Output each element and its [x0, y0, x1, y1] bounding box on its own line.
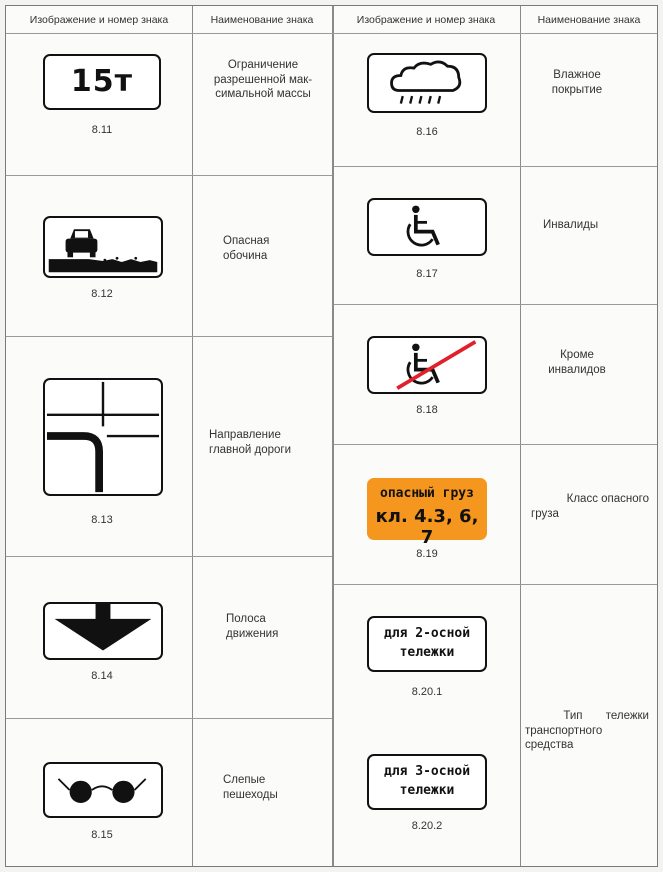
sign-8-16	[367, 53, 487, 113]
sign-number: 8.19	[416, 548, 438, 560]
sign-8-12	[43, 216, 163, 278]
sign-name-8-14	[226, 612, 326, 641]
sign-8-19	[367, 478, 487, 548]
row-divider	[6, 718, 332, 719]
header-right-image: Изображение и номер знака	[356, 13, 496, 26]
name-line: разрешенной мак-	[213, 73, 313, 86]
name-line: Влажное	[553, 69, 601, 81]
header-left-image: Изображение и номер знака	[29, 13, 169, 26]
sign-8-20-2-line2: тележки	[399, 783, 455, 798]
sign-number: 8.12	[91, 288, 113, 300]
name-line: Полоса	[226, 613, 266, 625]
name-line: Инвалиды	[543, 219, 599, 231]
main-road-direction-icon	[45, 380, 161, 494]
signs-table	[5, 5, 658, 867]
column-divider	[192, 6, 193, 866]
sign-number: 8.13	[91, 514, 113, 526]
sign-8-11-text: 15т	[70, 64, 134, 99]
row-divider	[334, 166, 657, 167]
name-line: движения	[226, 627, 279, 640]
header-right-name: Наименование знака	[537, 13, 641, 26]
name-line: Тип тележки	[563, 710, 649, 722]
sign-8-20-2-line1: для 3-осной	[383, 764, 471, 779]
name-line: Класс опасного	[566, 493, 649, 505]
rain-cloud-icon	[369, 55, 485, 111]
name-line: обочина	[223, 249, 268, 262]
sign-8-18	[367, 336, 487, 394]
sign-name-8-18	[527, 348, 627, 377]
name-line: главной дороги	[209, 443, 292, 456]
sign-name-8-20	[525, 709, 649, 753]
row-divider	[334, 444, 657, 445]
row-divider	[6, 175, 332, 176]
sign-8-15	[43, 762, 163, 818]
name-line: транспортного средства	[525, 724, 603, 751]
sign-number: 8.15	[91, 829, 113, 841]
sign-name-8-17	[543, 218, 643, 233]
sign-name-8-19	[531, 492, 649, 521]
dangerous-shoulder-icon	[45, 218, 161, 276]
sign-name-8-13	[209, 428, 319, 457]
column-divider	[332, 6, 334, 866]
row-divider	[334, 584, 657, 585]
sign-8-20-1-line2: тележки	[399, 645, 455, 660]
glasses-icon	[45, 764, 161, 816]
row-divider	[6, 556, 332, 557]
sign-8-13	[43, 378, 163, 496]
name-line: Ограничение	[227, 59, 299, 71]
name-line: покрытие	[551, 83, 603, 96]
sign-8-19-line1: опасный груз	[380, 486, 474, 501]
column-divider	[520, 6, 521, 866]
name-line: пешеходы	[223, 788, 278, 801]
name-line: симальной массы	[215, 88, 311, 100]
wheelchair-icon	[369, 200, 485, 254]
sign-name-8-16	[527, 68, 627, 97]
sign-name-8-12	[223, 234, 323, 263]
name-line: Опасная	[223, 235, 270, 247]
except-disabled-icon	[369, 338, 485, 392]
sign-number: 8.18	[416, 404, 438, 416]
sign-8-20-1-line1: для 2-осной	[383, 626, 471, 641]
header-left-name: Наименование знака	[210, 13, 314, 26]
sign-number: 8.14	[91, 670, 113, 682]
sign-8-19-line2: кл. 4.3, 6, 7	[375, 506, 479, 548]
sign-number: 8.20.2	[411, 820, 443, 832]
sign-8-14	[43, 602, 163, 660]
row-divider	[6, 336, 332, 337]
sign-8-20-1	[367, 616, 487, 672]
name-line: Направление	[209, 429, 281, 441]
sign-number: 8.11	[91, 124, 113, 136]
header-divider	[6, 33, 657, 34]
sign-number: 8.17	[416, 268, 438, 280]
name-line: Кроме	[560, 349, 594, 361]
sign-name-8-15	[223, 773, 323, 802]
sign-number: 8.16	[416, 126, 438, 138]
sign-number: 8.20.1	[411, 686, 443, 698]
sign-8-17	[367, 198, 487, 256]
row-divider	[334, 304, 657, 305]
sign-name-8-11	[201, 58, 325, 102]
sign-8-11	[43, 54, 161, 110]
lane-arrow-icon	[45, 604, 161, 658]
name-line: груза	[531, 507, 559, 520]
name-line: Слепые	[223, 774, 266, 786]
name-line: инвалидов	[548, 363, 606, 376]
sign-8-20-2	[367, 754, 487, 810]
